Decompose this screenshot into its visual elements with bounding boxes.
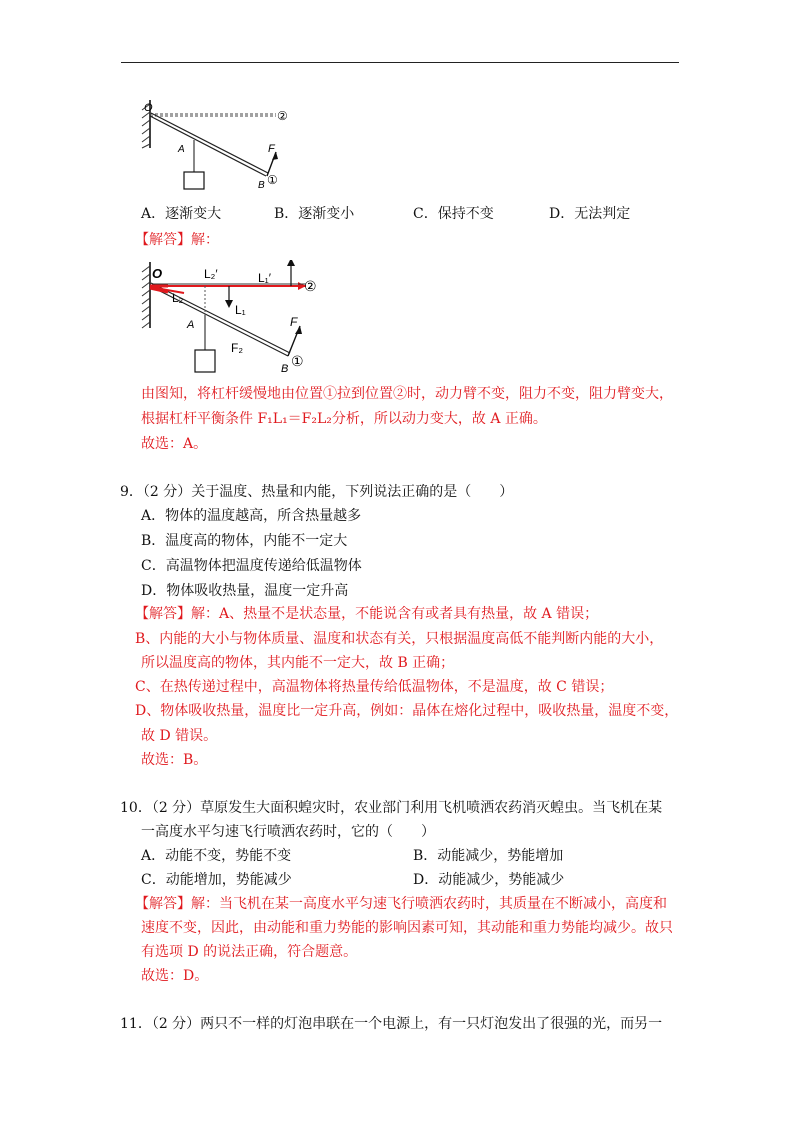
fig1-label-A: A [178, 144, 185, 155]
q10-answer-line-4: 故选：D。 [141, 968, 209, 984]
fig1-label-F: F [268, 143, 275, 155]
q9-option-a: A．物体的温度越高，所含热量越多 [141, 508, 362, 524]
fig1-label-O: O [144, 102, 153, 114]
q10-stem-line-2: 一高度水平匀速飞行喷洒农药时，它的（ ） [141, 824, 435, 840]
fig2-label-F: F [290, 315, 298, 329]
fig2-label-L2: L₂ [172, 291, 184, 305]
q10-option-d: D．动能减少，势能减少 [413, 872, 565, 888]
q9-answer-line-6: 故 D 错误。 [141, 728, 218, 744]
q10-option-c: C．动能增加，势能减少 [141, 872, 292, 888]
q8-option-b: B．逐渐变小 [274, 206, 355, 222]
q10-stem-line-1: 10．（2 分）草原发生大面积蝗灾时，农业部门利用飞机喷洒农药消灭蝗虫。当飞机在某 [120, 800, 663, 816]
fig2-label-F2: F₂ [231, 341, 243, 355]
q10-answer-line-1 [135, 893, 667, 913]
q9-answer-line-7: 故选：B。 [141, 752, 208, 768]
q9-answer-line-1 [135, 603, 598, 623]
q10-answer-line-2: 速度不变，因此，由动能和重力势能的影响因素可知，其动能和重力势能均减少。故只 [141, 920, 673, 936]
q8-analysis-line-3: 故选：A。 [141, 436, 208, 452]
q10-answer-tag: 【解答】 [135, 896, 191, 912]
q9-stem: 9．（2 分）关于温度、热量和内能，下列说法正确的是（ ） [120, 484, 514, 500]
header-rule [121, 62, 679, 63]
fig2-label-2: ② [304, 278, 317, 294]
q10-option-a: A．动能不变，势能不变 [141, 848, 292, 864]
q8-option-a: A．逐渐变大 [141, 206, 222, 222]
lever-figure-1 [140, 98, 300, 198]
q9-answer-line-4: C、在热传递过程中，高温物体将热量传给低温物体，不是温度，故 C 错误； [135, 679, 614, 695]
q10-answer-text: 解：当飞机在某一高度水平匀速飞行喷洒农药时，其质量在不断减小，高度和 [191, 896, 667, 912]
q9-option-b: B．温度高的物体，内能不一定大 [141, 533, 348, 549]
fig2-label-L2p: L₂′ [204, 267, 218, 281]
q9-option-c: C．高温物体把温度传递给低温物体 [141, 558, 362, 574]
q9-answer-line-3: 所以温度高的物体，其内能不一定大，故 B 正确； [141, 655, 455, 671]
q8-answer-tag: 【解答】解： [135, 232, 219, 248]
fig1-label-2: ② [277, 109, 288, 123]
fig1-label-B: B [258, 180, 265, 191]
fig2-label-L1: L₁ [235, 303, 246, 317]
q9-option-d: D．物体吸收热量，温度一定升高 [141, 583, 349, 599]
fig1-label-1: ① [267, 173, 278, 187]
fig2-label-A: A [187, 319, 195, 331]
q9-answer-tag: 【解答】 [135, 606, 191, 622]
fig2-label-B: B [281, 363, 289, 375]
q11-stem: 11．（2 分）两只不一样的灯泡串联在一个电源上，有一只灯泡发出了很强的光，而另一 [120, 1016, 663, 1032]
q9-answer-line-5: D、物体吸收热量，温度比一定升高，例如：晶体在熔化过程中，吸收热量，温度不变， [135, 703, 679, 719]
fig2-label-1: ① [291, 353, 304, 369]
q9-answer-line-2: B、内能的大小与物体质量、温度和状态有关，只根据温度高低不能判断内能的大小， [135, 631, 664, 647]
q8-option-c: C．保持不变 [413, 206, 494, 222]
q9-answer-text: 解：A、热量不是状态量，不能说含有或者具有热量，故 A 错误； [191, 606, 599, 622]
fig2-label-O: O [152, 266, 163, 281]
q10-option-b: B．动能减少，势能增加 [413, 848, 564, 864]
lever-figure-2 [138, 260, 328, 378]
q8-option-d: D．无法判定 [549, 206, 631, 222]
q8-analysis-line-2: 根据杠杆平衡条件 F₁L₁＝F₂L₂分析，所以动力变大，故 A 正确。 [141, 411, 547, 427]
fig2-label-L1p: L₁′ [258, 271, 271, 285]
q10-answer-line-3: 有选项 D 的说法正确，符合题意。 [141, 944, 358, 960]
q8-analysis-line-1: 由图知，将杠杆缓慢地由位置①拉到位置②时，动力臂不变，阻力不变，阻力臂变大， [141, 386, 673, 402]
